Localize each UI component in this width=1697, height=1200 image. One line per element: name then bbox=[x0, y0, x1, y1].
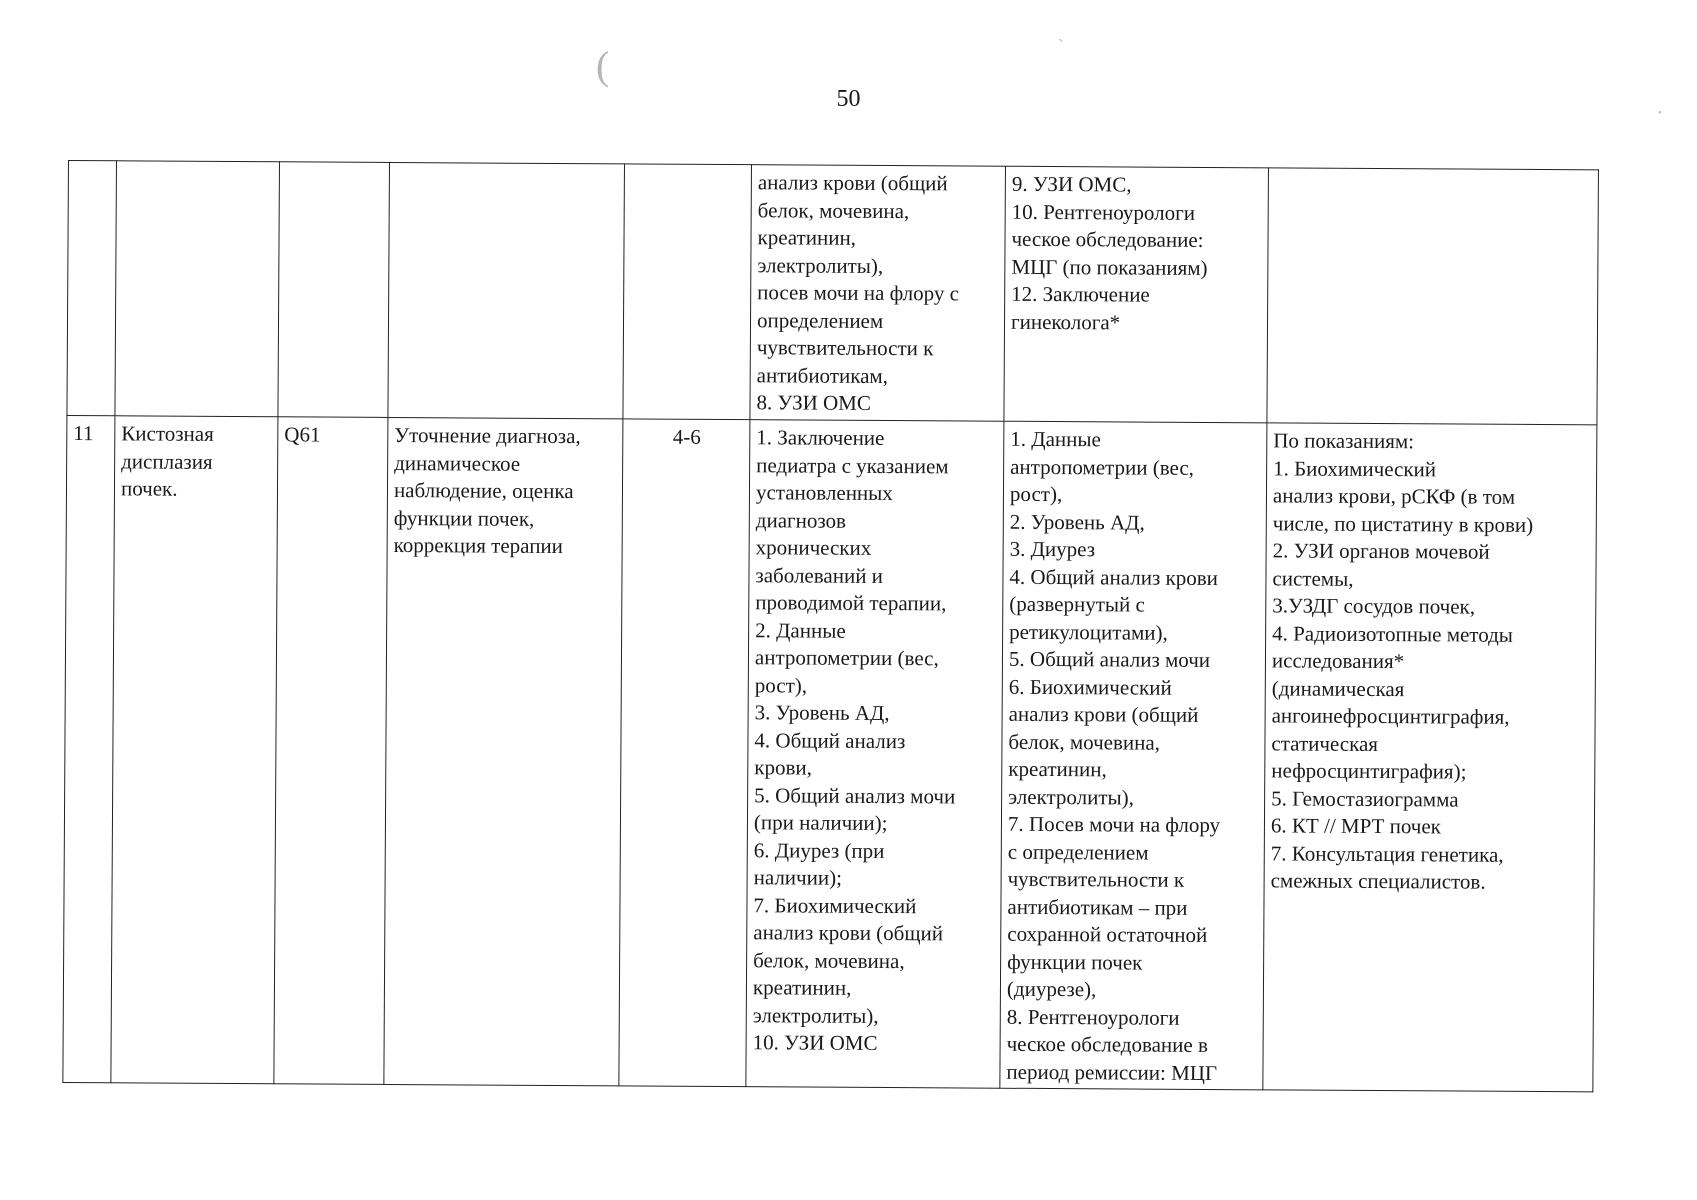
table-cell bbox=[388, 162, 625, 418]
goal-cell: Уточнение диагноза, динамическое наблюдение, оценка функции почек, коррекция терапии bbox=[384, 417, 623, 1085]
diagnosis-cell: Кистозная дисплазия почек. bbox=[111, 416, 278, 1084]
scan-artifact-mark: • bbox=[1658, 108, 1662, 119]
row-number: 11 bbox=[63, 415, 115, 1082]
table-cell-examinations: 1. Данные антропометрии (вес, рост), 2. Уровень АД, 3. Диурез 4. Общий анализ крови (развернутый с ретикулоцитами), 5. Общий анализ мочи 6. Биохимический анализ крови (общий белок, мочевина, креатинин, электролиты), 7. Посев мочи на флору с определением чувствительности к антибиотикам – при сохранной остаточной функции почек (диурезе), 8. Рентгеноурологи ческое обследование в период ремиссии: МЦГ bbox=[1000, 421, 1267, 1090]
table-row-continued bbox=[67, 161, 1599, 425]
table-cell-additional: По показаниям: 1. Биохимический анализ крови, рСКФ (в том числе, по цистатину в крови) 2. УЗИ органов мочевой системы, 3.УЗДГ сосудов почек, 4. Радиоизотопные методы исследования* (динамическая ангоинефросцинтиграфия, статическая нефросцинтиграфия); 5. Гемостазиограмма 6. КТ // МРТ почек 7. Консультация генетика, смежных специалистов. bbox=[1263, 423, 1597, 1092]
icd-code-cell: Q61 bbox=[274, 417, 388, 1085]
table-cell-examinations: 9. УЗИ ОМС, 10. Рентгеноурологи ческое обследование: МЦГ (по показаниям) 12. Заключение гинеколога* bbox=[1004, 166, 1269, 423]
table-cell bbox=[67, 161, 117, 416]
table-cell bbox=[1267, 168, 1599, 425]
scan-artifact-mark: ( bbox=[596, 43, 610, 88]
table-cell-examinations: анализ крови (общий белок, мочевина, креатинин, электролиты), посев мочи на флору с определением чувствительности к антибиотикам, 8. УЗИ ОМС bbox=[750, 165, 1006, 422]
table-cell-examinations: 1. Заключение педиатра с указанием установленных диагнозов хронических заболеваний и проводимой терапии, 2. Данные антропометрии (вес, рост), 3. Уровень АД, 4. Общий анализ крови, 5. Общий анализ мочи (при наличии); 6. Диурез (при наличии); 7. Биохимический анализ крови (общий белок, мочевина, креатинин, электролиты), 10. УЗИ ОМС bbox=[746, 420, 1004, 1089]
table-row-11 bbox=[63, 415, 1597, 1091]
frequency-cell: 4-6 bbox=[619, 419, 750, 1087]
page-number: 50 bbox=[836, 86, 861, 112]
examination-table bbox=[62, 160, 1599, 1092]
table-cell bbox=[623, 164, 752, 420]
table-cell bbox=[115, 161, 280, 417]
scan-artifact-mark: ` bbox=[1058, 36, 1064, 56]
table-cell bbox=[278, 162, 390, 418]
